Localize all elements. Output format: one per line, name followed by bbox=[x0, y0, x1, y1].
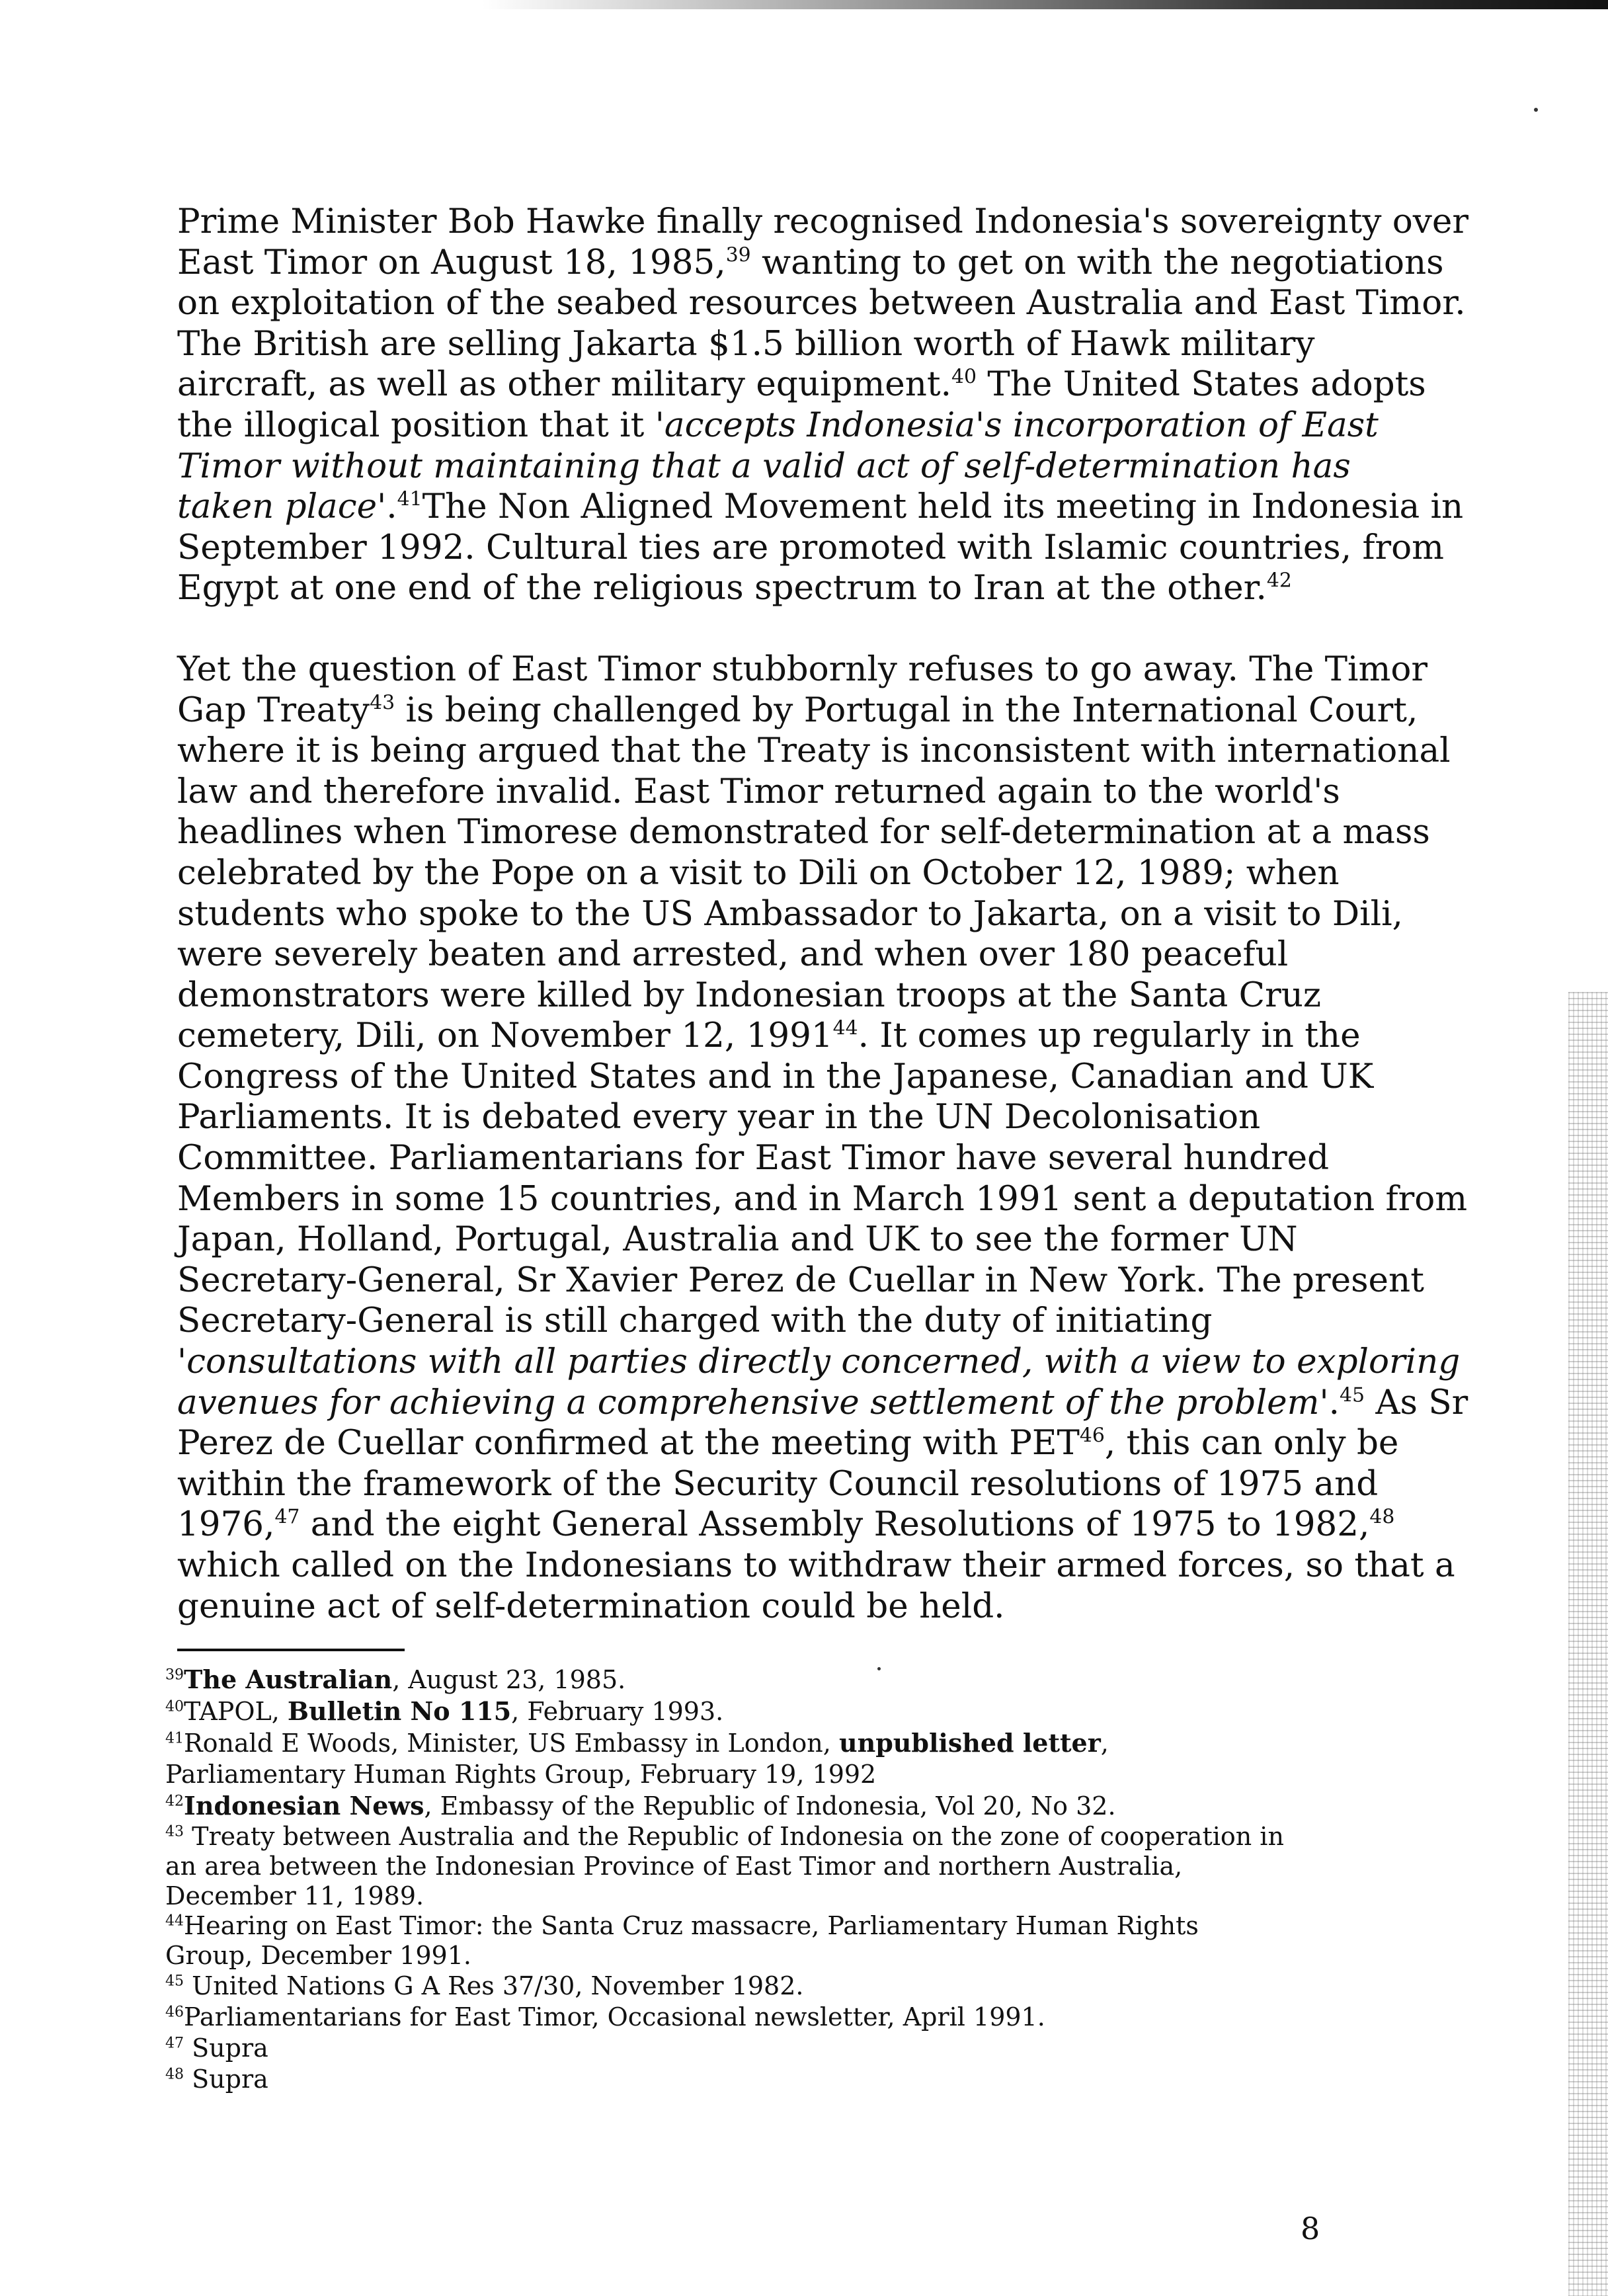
footnote-41: $^{41}$Ronald E Woods, Minister, US Embassy in London, unpublished letter, Parliamentary Human Rights Group, February 19, 1992 bbox=[165, 1728, 1109, 1789]
text-line: genuine act of self-determination could be held. bbox=[177, 1586, 1005, 1626]
footnote-46: $^{46}$Parliamentarians for East Timor, Occasional newsletter, April 1991. bbox=[165, 2002, 1045, 2031]
text-line: cemetery, Dili, on November 12, 1991$^{44}$. It comes up regularly in the bbox=[177, 1016, 1361, 1056]
text-line: Gap Treaty$^{43}$ is being challenged by Portugal in the International Court, bbox=[177, 690, 1418, 730]
text-line: Prime Minister Bob Hawke finally recognised Indonesia's sovereignty over bbox=[177, 202, 1468, 241]
quotation: taken place bbox=[177, 487, 378, 527]
text-line: headlines when Timorese demonstrated for self-determination at a mass bbox=[177, 812, 1430, 852]
text-line: Parliaments. It is debated every year in the UN Decolonisation bbox=[177, 1097, 1261, 1137]
footnote-42: $^{42}$Indonesian News, Embassy of the Republic of Indonesia, Vol 20, No 32. bbox=[165, 1791, 1116, 1821]
scan-edge-top bbox=[0, 0, 1608, 9]
page-number: 8 bbox=[1301, 2211, 1320, 2246]
text-line: Perez de Cuellar confirmed at the meeting with PET$^{46}$, this can only be bbox=[177, 1423, 1399, 1463]
quotation: accepts Indonesia's incorporation of East bbox=[664, 405, 1379, 445]
text-line: where it is being argued that the Treaty is inconsistent with international bbox=[177, 731, 1451, 771]
text-line: Secretary-General is still charged with the duty of initiating bbox=[177, 1301, 1213, 1341]
main-text bbox=[177, 202, 1468, 1627]
footnote-ref: 43 bbox=[370, 691, 395, 715]
text-line: Yet the question of East Timor stubbornly refuses to go away. The Timor bbox=[177, 649, 1427, 689]
text-line: The British are selling Jakarta $1.5 billion worth of Hawk military bbox=[177, 323, 1315, 364]
quotation: avenues for achieving a comprehensive settlement of the problem bbox=[177, 1382, 1320, 1422]
text-line: law and therefore invalid. East Timor returned again to the world's bbox=[177, 771, 1340, 811]
text-line: Members in some 15 countries, and in March 1991 sent a deputation from bbox=[177, 1178, 1468, 1219]
footnote-separator bbox=[177, 1649, 405, 1651]
footnote-43: $^{43}$ Treaty between Australia and the Republic of Indonesia on the zone of cooperation in an area between the Indonesian Province of East Timor and northern Australia, December 11, 1989. bbox=[165, 1822, 1284, 1910]
text-line: celebrated by the Pope on a visit to Dili on October 12, 1989; when bbox=[177, 852, 1340, 893]
footnote-47: $^{47}$ Supra bbox=[165, 2033, 268, 2063]
quotation: Timor without maintaining that a valid act of self-determination has bbox=[177, 446, 1351, 486]
footnote-ref: 48 bbox=[1369, 1505, 1395, 1529]
paragraph-2 bbox=[177, 649, 1468, 1627]
text-line: Egypt at one end of the religious spectrum to Iran at the other.$^{42}$ bbox=[177, 568, 1292, 608]
text-line: demonstrators were killed by Indonesian troops at the Santa Cruz bbox=[177, 975, 1322, 1015]
text-line: Congress of the United States and in the Japanese, Canadian and UK bbox=[177, 1056, 1374, 1096]
footnote-ref: 40 bbox=[951, 365, 977, 389]
footnote-ref: 44 bbox=[832, 1016, 858, 1040]
text-line: avenues for achieving a comprehensive settlement of the problem'.$^{45}$ As Sr bbox=[177, 1382, 1468, 1422]
text-line: taken place'.$^{41}$The Non Aligned Movement held its meeting in Indonesia in bbox=[177, 487, 1464, 527]
scan-edge-right bbox=[1568, 992, 1608, 2296]
text-line: which called on the Indonesians to withdraw their armed forces, so that a bbox=[177, 1545, 1455, 1585]
text-line: the illogical position that it 'accepts Indonesia's incorporation of East bbox=[177, 405, 1379, 445]
text-line: Committee. Parliamentarians for East Timor have several hundred bbox=[177, 1138, 1330, 1178]
text-line: within the framework of the Security Council resolutions of 1975 and bbox=[177, 1463, 1379, 1504]
text-line: on exploitation of the seabed resources between Australia and East Timor. bbox=[177, 283, 1466, 323]
paragraph-1 bbox=[177, 202, 1468, 609]
footnote-39: $^{39}$The Australian, August 23, 1985. bbox=[165, 1664, 626, 1694]
footnote-ref: 47 bbox=[274, 1505, 300, 1529]
text-line: September 1992. Cultural ties are promoted with Islamic countries, from bbox=[177, 527, 1444, 567]
text-line bbox=[177, 1342, 1461, 1383]
footnotes bbox=[165, 1664, 1342, 2095]
quotation: 'consultations with all parties directly concerned, with a view to exploring bbox=[177, 1342, 1461, 1382]
text-line bbox=[177, 446, 1361, 487]
footnote-ref: 41 bbox=[397, 487, 422, 511]
footnote-ref: 45 bbox=[1339, 1383, 1365, 1407]
text-line: Japan, Holland, Portugal, Australia and UK to see the former UN bbox=[177, 1219, 1298, 1260]
scan-speck bbox=[1534, 108, 1538, 112]
footnote-48: $^{48}$ Supra bbox=[165, 2065, 268, 2094]
footnote-40: $^{40}$TAPOL, Bulletin No 115, February 1993. bbox=[165, 1696, 724, 1726]
footnote-ref: 42 bbox=[1266, 569, 1292, 593]
footnote-45: $^{45}$ United Nations G A Res 37/30, November 1982. bbox=[165, 1971, 804, 2000]
footnote-ref: 46 bbox=[1079, 1424, 1105, 1448]
text-line: Secretary-General, Sr Xavier Perez de Cuellar in New York. The present bbox=[177, 1260, 1424, 1300]
footnote-ref: 39 bbox=[725, 243, 751, 267]
footnote-44: $^{44}$Hearing on East Timor: the Santa Cruz massacre, Parliamentary Human Rights Group, December 1991. bbox=[165, 1911, 1199, 1970]
text-line: were severely beaten and arrested, and when over 180 peaceful bbox=[177, 934, 1289, 975]
text-line: students who spoke to the US Ambassador to Jakarta, on a visit to Dili, bbox=[177, 893, 1403, 934]
text-line: 1976,47 and the eight General Assembly Resolutions of 1975 to 1982,48 bbox=[177, 1504, 1395, 1545]
text-line: aircraft, as well as other military equipment.$^{40}$ The United States adopts bbox=[177, 364, 1426, 405]
text-line: East Timor on August 18, 1985,39 wanting to get on with the negotiations bbox=[177, 242, 1444, 282]
